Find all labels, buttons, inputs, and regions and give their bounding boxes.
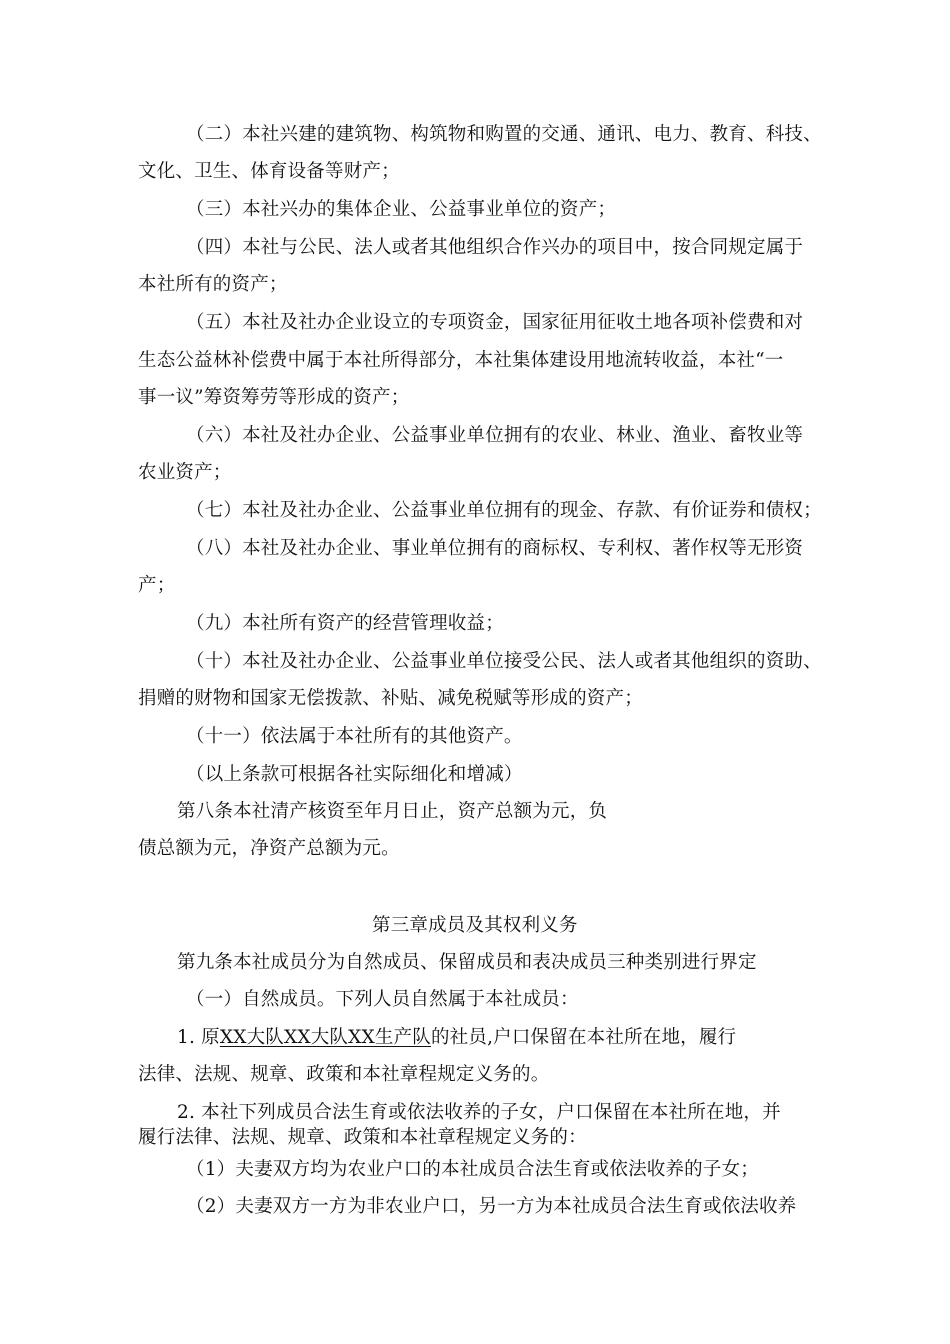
clause-item-9: （九）本社所有资产的经营管理收益； bbox=[186, 613, 504, 634]
chapter-title: 第三章成员及其权利义务 bbox=[372, 915, 578, 936]
member-rule-2-sub-1: （1）夫妻双方均为农业户口的本社成员合法生育或依法收养的子女； bbox=[186, 1159, 759, 1180]
clause-item-5-line-1: （五）本社及社办企业设立的专项资金，国家征用征收土地各项补偿费和对 bbox=[186, 312, 804, 333]
clause-item-2-line-2: 文化、卫生、体育设备等财产； bbox=[138, 161, 400, 182]
clause-item-5-line-2: 生态公益林补偿费中属于本社所得部分，本社集体建设用地流转收益，本社“一 bbox=[138, 350, 784, 371]
member-rule-2-sub-2: （2）夫妻双方一方为非农业户口，另一方为本社成员合法生育或依法收养 bbox=[186, 1196, 797, 1217]
clause-item-8-line-2: 产； bbox=[138, 575, 176, 596]
article-8-line-1: 第八条本社清产核资至年月日止，资产总额为元，负 bbox=[177, 801, 608, 822]
clause-item-6-line-1: （六）本社及社办企业、公益事业单位拥有的农业、林业、渔业、畜牧业等 bbox=[186, 425, 804, 446]
clause-item-8-line-1: （八）本社及社办企业、事业单位拥有的商标权、专利权、著作权等无形资 bbox=[186, 538, 804, 559]
clause-item-2-line-1: （二）本社兴建的建筑物、构筑物和购置的交通、通讯、电力、教育、科技、 bbox=[186, 124, 822, 145]
clause-item-5-line-3: 事一议”筹资筹劳等形成的资产； bbox=[138, 387, 410, 408]
clause-item-6-line-2: 农业资产； bbox=[138, 462, 232, 483]
article-8-line-2: 债总额为元，净资产总额为元。 bbox=[138, 838, 400, 859]
clause-item-4-line-1: （四）本社与公民、法人或者其他组织合作兴办的项目中，按合同规定属于 bbox=[186, 237, 804, 258]
clause-item-4-line-2: 本社所有的资产； bbox=[138, 274, 288, 295]
clause-item-11: （十一）依法属于本社所有的其他资产。 bbox=[186, 726, 523, 747]
clause-item-10-line-2: 捐赠的财物和国家无偿拨款、补贴、减免税赋等形成的资产； bbox=[138, 688, 643, 709]
member-category-1: （一）自然成员。下列人员自然属于本社成员： bbox=[186, 989, 579, 1010]
member-rule-2-line-2: 履行法律、法规、规章、政策和本社章程规定义务的： bbox=[138, 1127, 587, 1148]
brigade-name-placeholder: XX大队XX大队XX生产队 bbox=[219, 1027, 431, 1048]
clause-item-3: （三）本社兴办的集体企业、公益事业单位的资产； bbox=[186, 199, 617, 220]
clause-item-7: （七）本社及社办企业、公益事业单位拥有的现金、存款、有价证券和债权； bbox=[186, 500, 822, 521]
member-rule-1-prefix: 1. 原 bbox=[177, 1027, 220, 1048]
member-rule-1-line-1 bbox=[177, 1026, 736, 1050]
clause-item-10-line-1: （十）本社及社办企业、公益事业单位接受公民、法人或者其他组织的资助、 bbox=[186, 651, 822, 672]
clause-note: （以上条款可根据各社实际细化和增减） bbox=[186, 764, 523, 785]
member-rule-1-line-2: 法律、法规、规章、政策和本社章程规定义务的。 bbox=[138, 1064, 550, 1085]
member-rule-2-line-1: 2. 本社下列成员合法生育或依法收养的子女，户口保留在本社所在地，并 bbox=[177, 1102, 781, 1123]
article-9: 第九条本社成员分为自然成员、保留成员和表决成员三种类别进行界定 bbox=[177, 952, 757, 973]
member-rule-1-suffix: 的社员,户口保留在本社所在地，履行 bbox=[430, 1027, 737, 1048]
